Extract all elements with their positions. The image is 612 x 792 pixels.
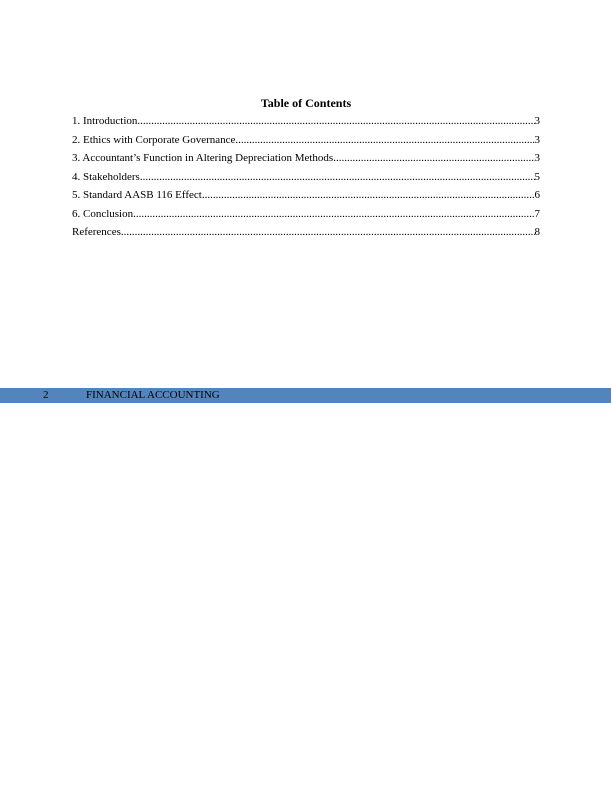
toc-entry-references[interactable] [72,223,540,242]
toc-title: Table of Contents [260,96,352,110]
toc-leader-dots [202,186,535,205]
toc-entry-page: 3 [534,152,540,164]
toc-entry-label: 6. Conclusion [72,207,134,220]
toc-entry-page: 5 [534,170,540,183]
running-title: FINANCIAL ACCOUNTING [86,389,220,401]
toc-leader-dots [137,112,534,131]
toc-entry-label: 4. Stakeholders [72,170,140,183]
toc-leader-dots [140,168,535,187]
table-of-contents [72,95,540,242]
toc-entry-page: 3 [534,133,540,146]
toc-leader-dots [121,223,535,242]
toc-entry-label: 1. Introduction [72,115,138,127]
toc-entry-ethics[interactable] [72,131,540,150]
toc-entry-page: 7 [534,207,540,220]
toc-entry-page: 3 [534,115,540,127]
footer-band [0,388,611,403]
toc-entry-page: 8 [534,226,540,238]
toc-entry-aasb-116[interactable] [72,186,540,205]
toc-leader-dots [133,205,534,224]
toc-entry-label: 3. Accountant’s Function in Altering Depreciation Methods [72,152,334,164]
toc-entry-page: 6 [534,189,540,201]
toc-entry-accountant-function[interactable] [72,149,540,168]
toc-leader-dots [333,149,534,168]
toc-entry-label: 2. Ethics with Corporate Governance [72,133,236,146]
toc-entry-label: References [72,226,121,238]
page-number: 2 [43,389,49,401]
toc-entry-label: 5. Standard AASB 116 Effect [72,189,202,201]
toc-entry-introduction[interactable] [72,112,540,131]
toc-leader-dots [235,131,534,150]
toc-entry-conclusion[interactable] [72,205,540,224]
toc-entry-stakeholders[interactable] [72,168,540,187]
